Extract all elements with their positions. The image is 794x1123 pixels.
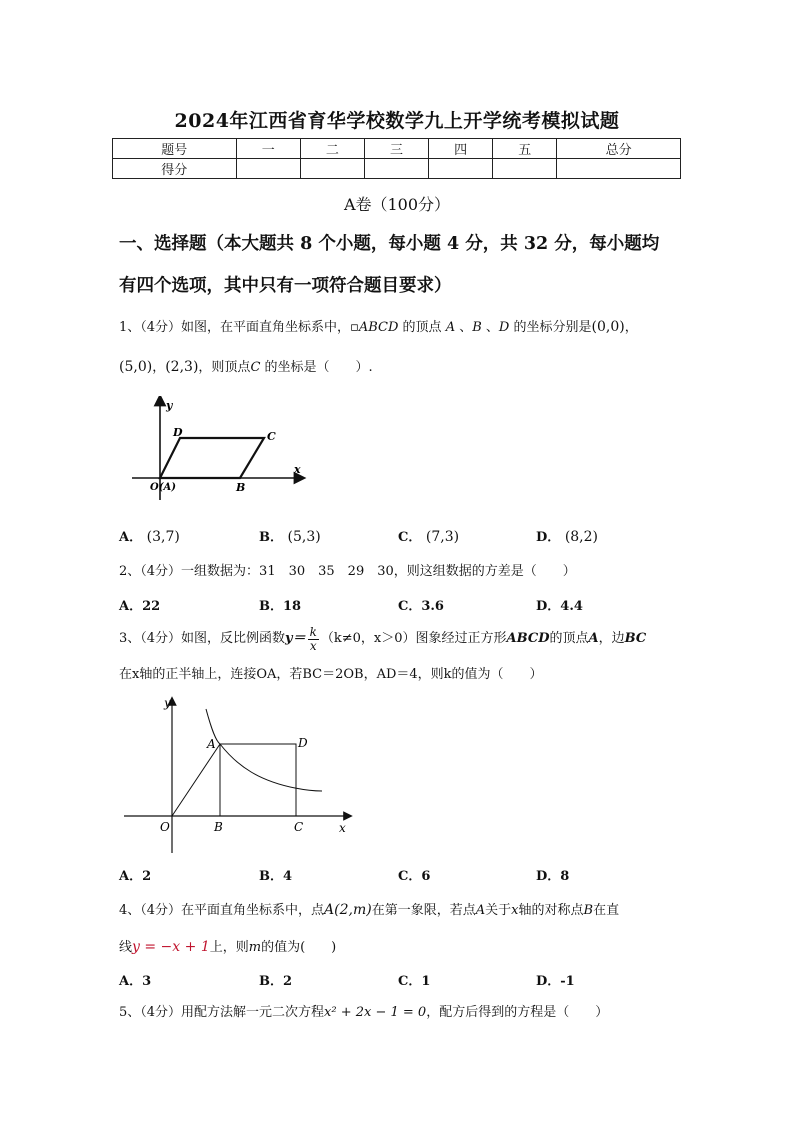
score-cell[interactable] (236, 159, 300, 179)
fig3-label-b: B (214, 820, 223, 834)
section-heading-line1: 一、选择题（本大题共 8 个小题，每小题 4 分，共 32 分，每小题均 (119, 234, 660, 254)
hyperbola-curve (206, 709, 322, 791)
fig3-label-d: D (298, 736, 308, 750)
q1-option-a[interactable]: A． (3,7) (119, 529, 180, 545)
score-cell[interactable] (300, 159, 364, 179)
section-subtitle: A卷（100分） (343, 195, 451, 214)
score-header-cell: 总分 (557, 139, 681, 159)
fig1-label-c: C (267, 430, 276, 443)
score-header-cell: 二 (300, 139, 364, 159)
fig3-label-x: x (339, 821, 346, 835)
q2-option-d[interactable]: D．4.4 (536, 599, 583, 614)
q1-line1: 1、（4分）如图，在平面直角坐标系中，▫ABCD 的顶点 A 、B 、D 的坐标分别是(0,0)， (119, 319, 638, 335)
score-header-cell: 一 (236, 139, 300, 159)
q2-text: 2、（4分）一组数据为：31 30 35 29 30，则这组数据的方差是（ ） (119, 564, 576, 579)
q3-line1: 3、（4分）如图，反比例函数 y＝ k x （k≠0，x＞0）图象经过正方形 ABCD 的顶点 A ，边 BC (119, 624, 647, 653)
q4-option-a[interactable]: A．3 (119, 974, 152, 989)
parallelogram-abcd (160, 438, 264, 478)
q4-line1: 4、（4分）在平面直角坐标系中，点A(2,m)在第一象限，若点A关于x轴的对称点B在直 (119, 902, 620, 918)
score-header-cell: 五 (493, 139, 557, 159)
fig1-label-b: B (236, 481, 246, 494)
q4-line2: 线y = −x + 1上，则m的值为( ) (119, 939, 337, 955)
q1-option-c[interactable]: C． (7,3) (398, 529, 460, 545)
score-cell[interactable] (364, 159, 428, 179)
score-cell[interactable] (429, 159, 493, 179)
score-header-cell: 三 (364, 139, 428, 159)
q4-line-equation: y = −x + 1 (132, 939, 210, 955)
q4-option-d[interactable]: D．-1 (536, 974, 575, 989)
q1-option-b[interactable]: B． (5,3) (259, 529, 321, 545)
q3-option-c[interactable]: C．6 (398, 869, 431, 884)
q3-fraction: k x (309, 624, 317, 653)
fig3-label-a: A (207, 737, 216, 751)
q1-option-d[interactable]: D． (8,2) (536, 529, 599, 545)
score-table-header-row (113, 139, 681, 159)
segment-oa (172, 744, 220, 816)
q4-option-b[interactable]: B．2 (259, 974, 293, 989)
q3-line2: 在x轴的正半轴上，连接OA，若BC＝2OB，AD＝4，则k的值为（ ） (119, 667, 543, 682)
fig3-label-y: y (164, 696, 171, 710)
fig3-label-o: O (160, 820, 170, 834)
score-table (112, 138, 681, 179)
fig3-label-c: C (294, 820, 304, 834)
fig1-label-d: D (173, 426, 183, 439)
score-header-cell: 四 (429, 139, 493, 159)
score-row-label: 得分 (113, 159, 237, 179)
q3-option-d[interactable]: D．8 (536, 869, 570, 884)
q2-option-a[interactable]: A．22 (119, 599, 161, 614)
q2-option-b[interactable]: B．18 (259, 599, 302, 614)
q5-line1: 5、（4分）用配方法解一元二次方程x² + 2x − 1 = 0，配方后得到的方程是（ ） (119, 1005, 609, 1020)
fig1-label-y: y (166, 399, 173, 412)
score-cell[interactable] (557, 159, 681, 179)
q5-equation: x² + 2x − 1 = 0 (324, 1005, 427, 1020)
score-table-score-row (113, 159, 681, 179)
fig1-label-x: x (294, 463, 301, 476)
section-heading-line2: 有四个选项，其中只有一项符合题目要求） (119, 276, 452, 296)
score-header-cell: 题号 (113, 139, 237, 159)
q1-figure (128, 396, 313, 506)
page-title: 2024年江西省育华学校数学九上开学统考模拟试题 (174, 110, 620, 132)
q3-figure (120, 693, 360, 858)
score-cell[interactable] (493, 159, 557, 179)
q2-option-c[interactable]: C．3.6 (398, 599, 444, 614)
q1-line2: (5,0)，(2,3)，则顶点C 的坐标是（ ）. (119, 359, 373, 375)
fig1-label-o: O(A) (150, 482, 176, 493)
square-abcd (220, 744, 296, 816)
q3-option-b[interactable]: B．4 (259, 869, 293, 884)
q4-option-c[interactable]: C．1 (398, 974, 431, 989)
q3-option-a[interactable]: A．2 (119, 869, 152, 884)
